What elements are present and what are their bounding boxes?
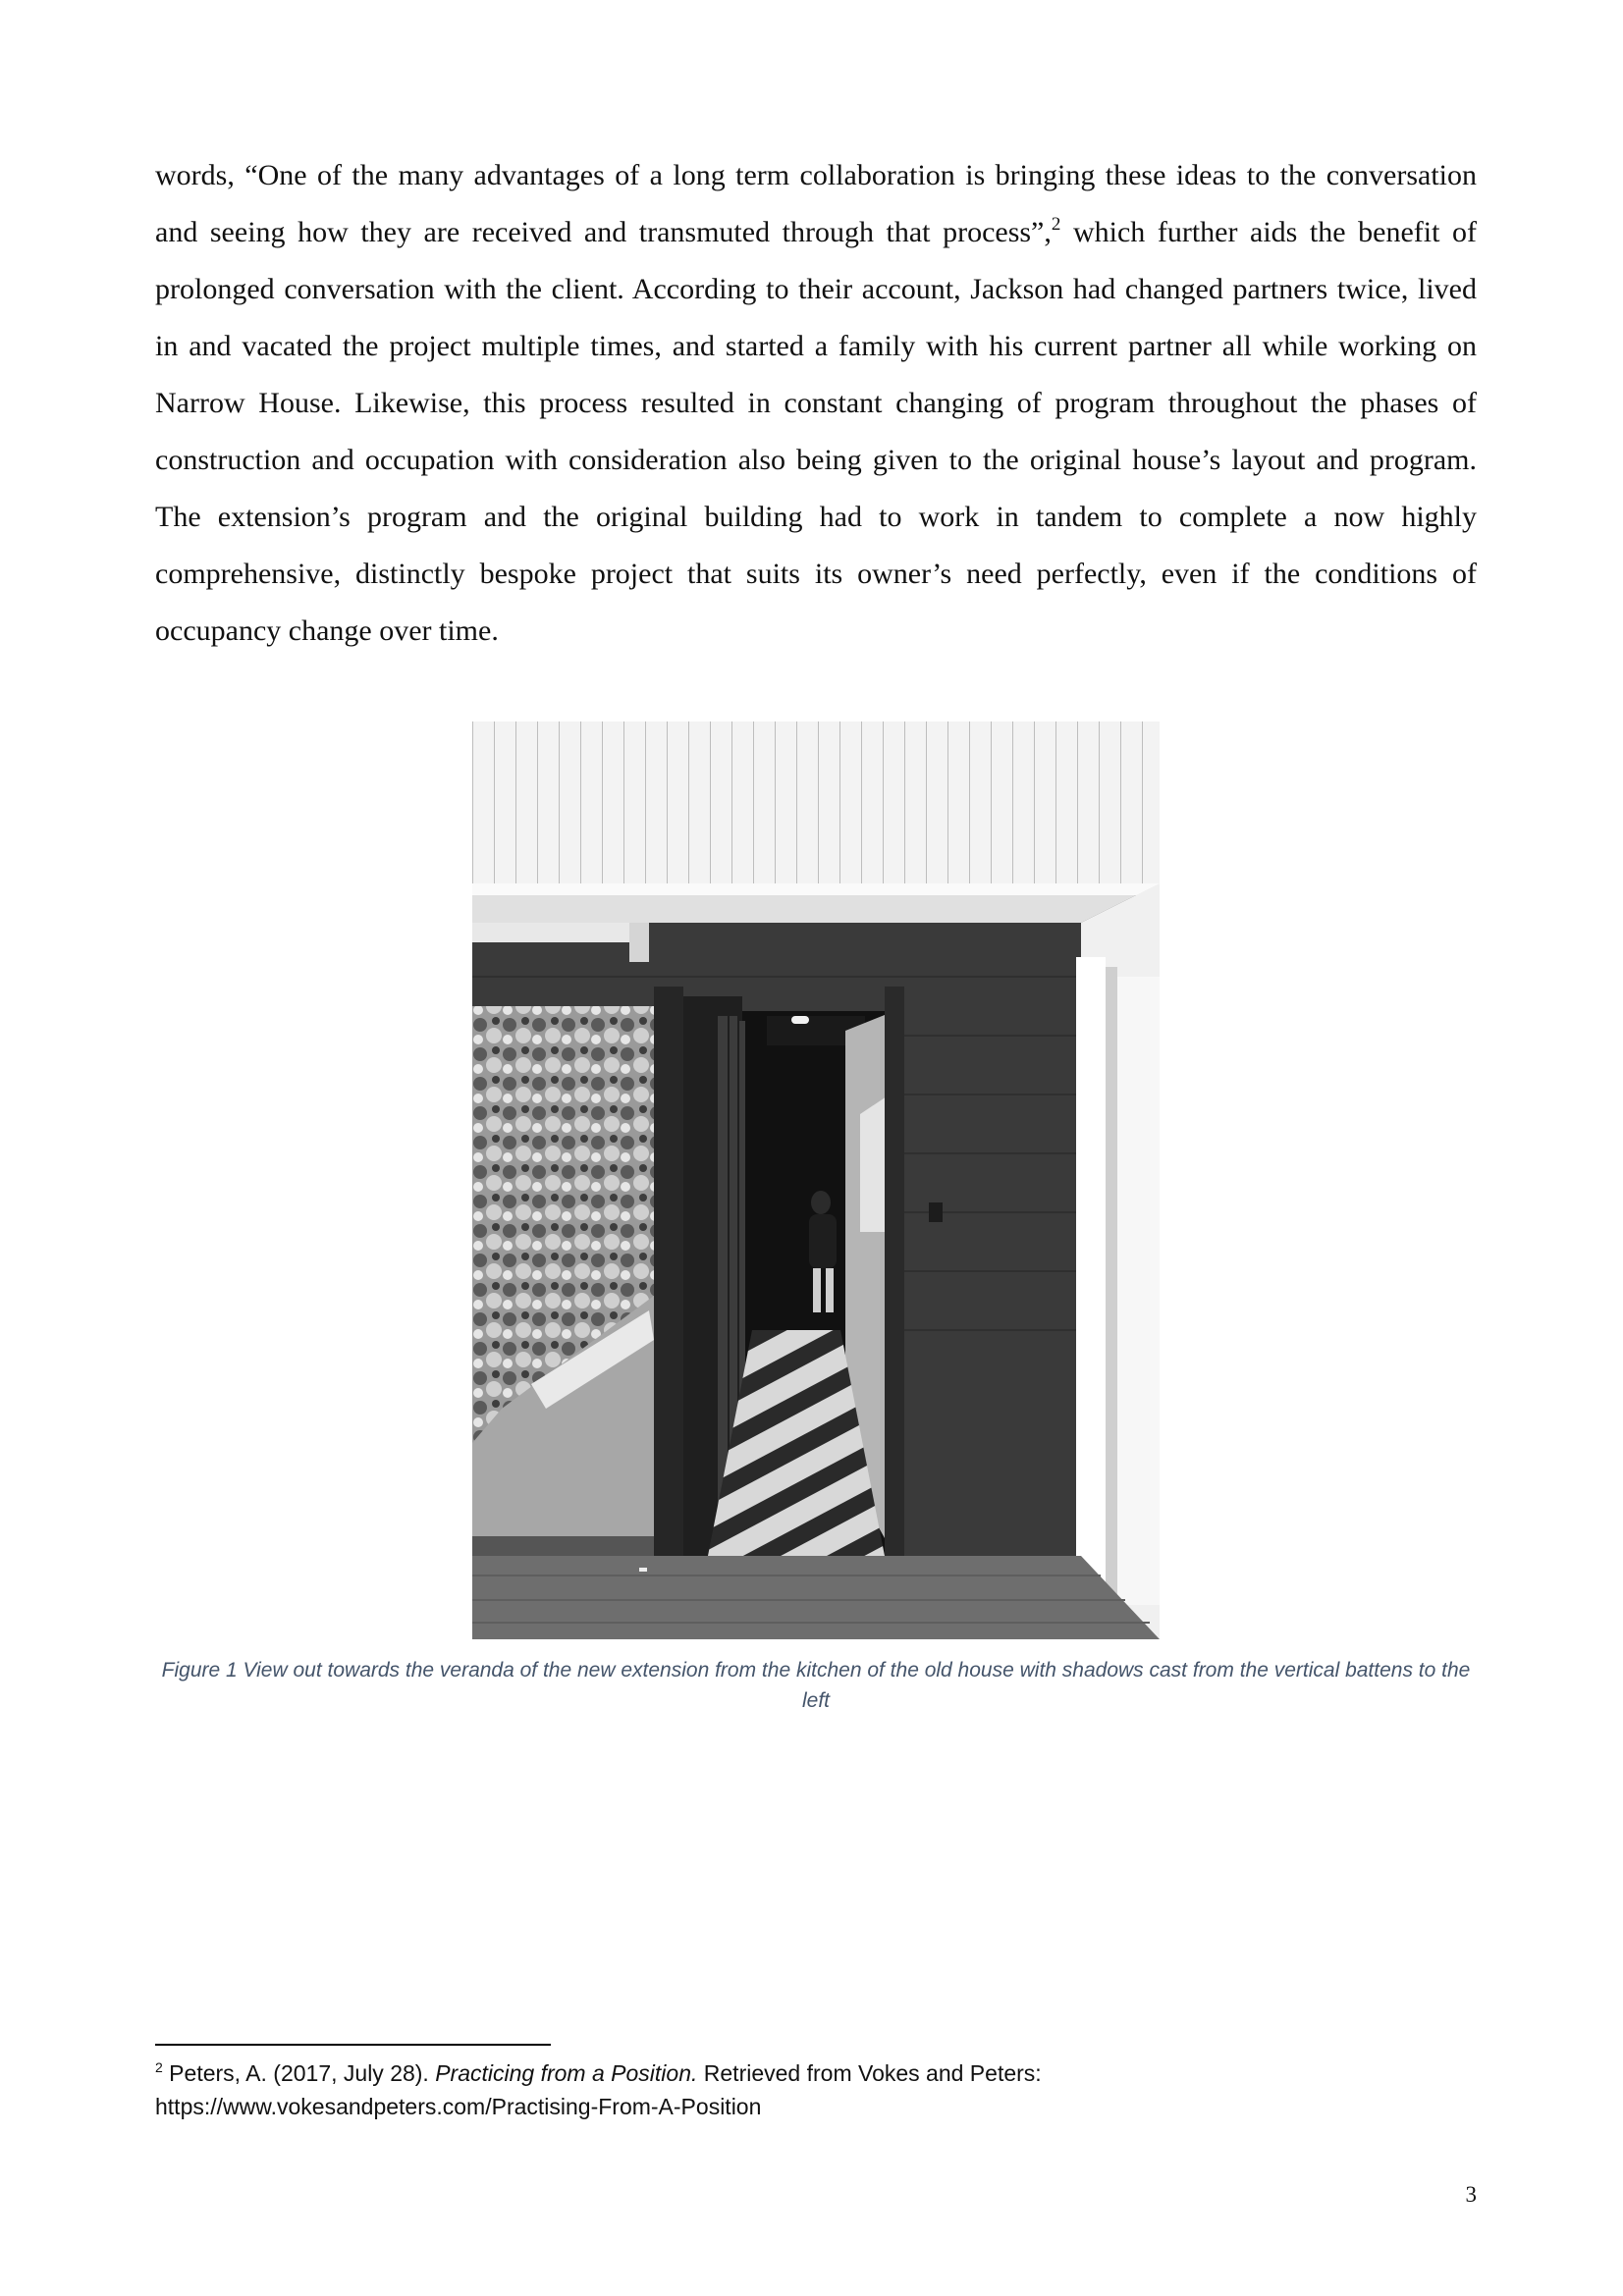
body-paragraph xyxy=(155,147,1477,660)
footnote-reference[interactable]: 2 xyxy=(1051,214,1061,235)
footnote-separator xyxy=(155,2044,551,2046)
footnote-text-after: Retrieved from Vokes and Peters: xyxy=(697,2060,1042,2086)
footnote-url[interactable]: https://www.vokesandpeters.com/Practising-From-A-Position xyxy=(155,2094,762,2119)
figure-caption: Figure 1 View out towards the veranda of the new extension from the kitchen of the old house with shadows cast from the vertical battens to the left xyxy=(161,1659,1471,1712)
footnote-text-before: Peters, A. (2017, July 28). xyxy=(162,2060,436,2086)
paragraph-text-end: which further aids the benefit of prolonged conversation with the client. According to their account, Jackson had changed partners twice, lived in and vacated the project multiple times, and started a family with his current partner all while working on Narrow House. Likewise, this process resulted in constant changing of program throughout the phases of construction and occupation with consideration also being given to the original house’s layout and program. The extension’s program and the original building had to work in tandem to complete a now highly comprehensive, distinctly bespoke project that suits its owner’s need perfectly, even if the conditions of occupancy change over time. xyxy=(155,216,1477,647)
paragraph-text-start: words, “One of the many advantages of a long term collaboration is bringing these ideas to the conversation and seeing how they are received and transmuted through that process”, xyxy=(155,159,1477,248)
figure-photo xyxy=(472,721,1160,1639)
veranda-photo xyxy=(472,721,1160,1639)
footnote-number: 2 xyxy=(155,2059,163,2075)
footnote xyxy=(155,2056,1477,2123)
page-number: 3 xyxy=(1465,2182,1477,2207)
footnote-title: Practicing from a Position. xyxy=(435,2060,698,2086)
